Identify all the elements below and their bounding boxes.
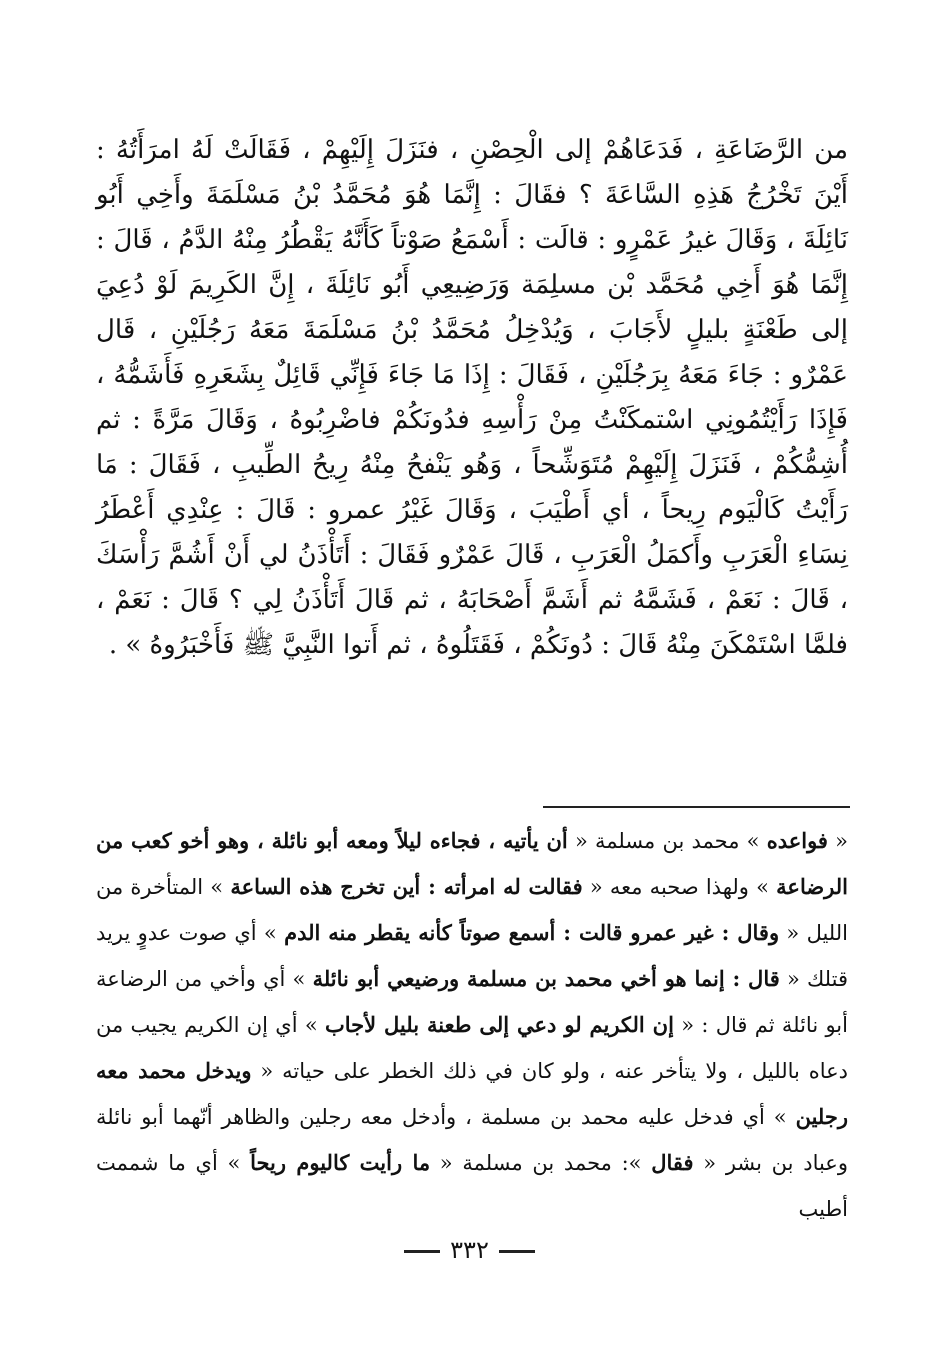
commentary-segment: » أي فدخل عليه محمد بن مسلمة ، وأدخل معه رجلين والظاهر أنّهما أبو نائلة وعباد بن بشر « (96, 1105, 848, 1175)
commentary-segment: »: محمد بن مسلمة « (430, 1151, 652, 1175)
page-number-value: ٣٣٢ (450, 1236, 489, 1264)
commentary-text (96, 818, 848, 1232)
quoted-hadith-segment: وقال : غير عمرو قالت : أسمع صوتاً كأنه يقطر منه الدم (284, 920, 780, 945)
page-number-dash-left (499, 1250, 535, 1253)
quoted-hadith-segment: ويدخل محمد معه رجلين (96, 1058, 848, 1129)
footnote-divider (543, 806, 850, 808)
quoted-hadith-segment: فقال (651, 1150, 694, 1175)
quoted-hadith-segment: أن يأتيه ، فجاءه ليلاً ومعه أبو نائلة ، وهو أخو كعب من الرضاعة (96, 828, 848, 899)
commentary-segment: » محمد بن مسلمة « (567, 829, 767, 853)
quoted-hadith-segment: فواعده (766, 828, 828, 853)
commentary-segment: » أي وأخي من الرضاعة أبو نائلة ثم قال : « (96, 967, 848, 1037)
commentary-segment: » المتأخرة من الليل « (96, 875, 848, 945)
commentary-paragraph (96, 818, 848, 1232)
commentary-segment: » أي صوت عدوٍ يريد قتلك « (96, 921, 849, 991)
quoted-hadith-segment: إن الكريم لو دعي إلى طعنة بليل لأجاب (324, 1012, 674, 1037)
quoted-hadith-segment: ما رأيت كاليوم ريحاً (250, 1150, 431, 1175)
page-number-dash-right (404, 1250, 440, 1253)
commentary-segment: « (827, 829, 848, 853)
quoted-hadith-segment: فقالت له امرأته : أين تخرج هذه الساعة (230, 874, 583, 899)
hadith-paragraph: من الرَّضَاعَةِ ، فَدَعَاهُمْ إلى الْحِصْنِ ، فنَزَلَ إِلَيْهِمْ ، فَقَالَتْ لَهُ امرَأَتُهُ : أَيْنَ تَخْرُجُ هَذِهِ السَّاعَةَ ؟ فقَالَ : إِنَّمَا هُوَ مُحَمَّدُ بْنُ مَسْلَمَةَ وأَخِي أَبُو نَائِلَةَ ، وَقَالَ غيرُ عَمْرٍو : قالَت : أَسْمَعُ صَوْتاً كَأَنَّهُ يَقْطُرُ مِنْهُ الدَّمُ ، قَالَ : إِنَّمَا هُوَ أَخِي مُحَمَّد بْن مسلِمَة وَرَضِيعِي أَبُو نَائِلَةَ ، إِنَّ الكَرِيمَ لَوْ دُعِيَ إلى طَعْنَةٍ بليلٍ لأَجَابَ ، وَيُدْخِلُ مُحَمَّدُ بْنُ مَسْلَمَةَ مَعَهُ رَجُلَيْنِ ، قَال عَمْرٌو : جَاءَ مَعَهُ بِرَجُلَيْنِ ، فَقَالَ : إِذَا مَا جَاءَ فَإِنِّي قَائِلٌ بِشَعَرِهِ فَأَشَمُّهُ ، فَإِذَا رَأَيْتُمُونِي اسْتمكَنْتُ مِنْ رَأْسِهِ فدُونَكُمْ فاضْرِبُوهُ ، وَقَالَ مَرَّةً : ثم أُشِمُّكُمْ ، فَنَزَلَ إِلَيْهِمْ مُتَوَشِّحاً ، وَهُو يَنْفحُ مِنْهُ رِيحُ الطِّيبِ ، فَقَالَ : مَا رَأَيْتُ كَالْيَوم رِيحاً ، أي أَطْيَبَ ، وَقَالَ غَيْرُ عمرو : قَالَ : عِنْدِي أَعْطَرُ نِسَاءِ الْعَرَبِ وأَكمَلُ الْعَرَبِ ، قَالَ عَمْرٌو فَقَالَ : أَتَأْذَنُ لي أَنْ أَشُمَّ رَأْسَكَ ، قَالَ : نَعَمْ ، فَشَمَّهُ ثم أَشَمَّ أَصْحَابَهُ ، ثم قَالَ أَتَأْذَنُ لِي ؟ قَالَ : نَعَمْ ، فلمَّا اسْتَمْكَنَ مِنْهُ قَالَ : دُونَكُمْ ، فَقَتَلُوهُ ، ثم أَتوا النَّبِيَّ ﷺ فَأَخْبَرُوهُ » . (96, 135, 848, 660)
commentary-segment: » أي إن الكريم يجيب من دعاه بالليل ، ولا يتأخر عنه ، ولو كان في ذلك الخطر على حياته « (96, 1013, 849, 1083)
page-number (0, 1236, 939, 1264)
commentary-segment: » أي ما شممت أطيب (96, 1151, 848, 1221)
quoted-hadith-segment: قال : إنما هو أخي محمد بن مسلمة ورضيعي أبو نائلة (312, 966, 780, 991)
hadith-text (96, 128, 848, 668)
commentary-segment: » ولهذا صحبه معه « (582, 875, 777, 899)
